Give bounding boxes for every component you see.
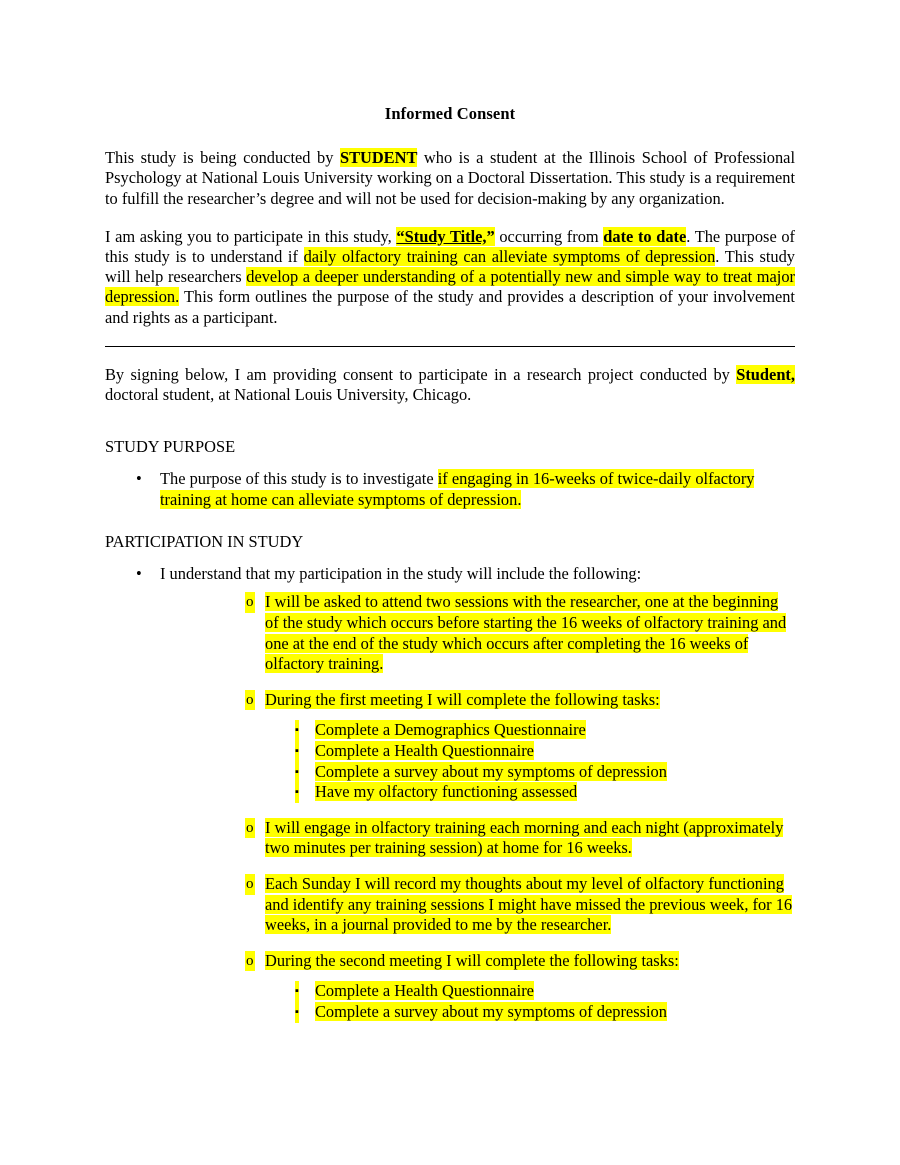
consent-text-part1: By signing below, I am providing consent to participate in a research project conducted by [105, 364, 737, 384]
task-item-text: Complete a Health Questionnaire [315, 981, 534, 1001]
list-item [160, 874, 795, 936]
bullet-square-icon: ▪ [295, 782, 299, 803]
list-item [265, 720, 795, 741]
bullet-circle-icon: o [245, 592, 255, 613]
task-item-text: Have my olfactory functioning assessed [315, 782, 578, 802]
bullet-square-icon: ▪ [295, 741, 299, 762]
task-item-text: Complete a survey about my symptoms of depression [315, 1001, 667, 1021]
section-heading-study-purpose: STUDY PURPOSE [105, 437, 236, 457]
bullet-circle-icon: o [245, 874, 255, 895]
study-title-placeholder-highlight: “Study Title, [396, 226, 487, 246]
task-item-text: Complete a Demographics Questionnaire [315, 720, 586, 740]
bullet-disc-icon: • [136, 469, 142, 489]
task-sublist [265, 720, 795, 802]
intro-text-part1: This study is being conducted by [105, 148, 340, 168]
participation-item-text: I will engage in olfactory training each morning and each night (approximately two minutes per training session) at home for 16 weeks. [265, 817, 784, 858]
purpose-highlight-two: develop a deeper understanding of a potentially new and simple way to treat major depression. [105, 267, 796, 307]
participation-intro-text: I understand that my participation in the study will include the following: [160, 563, 642, 583]
participation-sublist [160, 592, 795, 1022]
bullet-square-icon: ▪ [295, 762, 299, 783]
participation-list [105, 564, 795, 1023]
list-item [160, 951, 795, 1023]
task-item-text: Complete a Health Questionnaire [315, 740, 534, 760]
purpose-text-part1: I am asking you to participate in this study, [105, 226, 397, 246]
list-item [265, 762, 795, 783]
bullet-square-icon: ▪ [295, 720, 299, 741]
list-item [160, 690, 795, 803]
list-item [265, 741, 795, 762]
document-content [105, 104, 795, 1034]
intro-paragraph [105, 148, 795, 209]
consent-paragraph [105, 365, 795, 405]
purpose-text-part4: . This study will help researchers [105, 246, 795, 287]
purpose-paragraph [105, 227, 795, 328]
list-item [105, 564, 795, 1023]
list-item [265, 1002, 795, 1023]
bullet-disc-icon: • [136, 563, 142, 583]
section-heading-participation: PARTICIPATION IN STUDY [105, 531, 304, 551]
list-item [160, 818, 795, 859]
study-title-quote-close: ” [486, 226, 495, 246]
task-sublist [265, 981, 795, 1022]
purpose-text-part3: . The purpose of this study is to understand if [105, 226, 795, 266]
section-divider [105, 346, 795, 347]
purpose-text-part2: occurring from [494, 226, 604, 246]
bullet-square-icon: ▪ [295, 981, 299, 1002]
study-purpose-plain-text: The purpose of this study is to investigate [160, 469, 438, 489]
purpose-text-part5: This form outlines the purpose of the study and provides a description of your involvement and rights as a participant. [105, 287, 795, 327]
participation-item-text: I will be asked to attend two sessions with the researcher, one at the beginning of the study which occurs before starting the 16 weeks of olfactory training and one at the end of the study which occurs after completing the 16 weeks of olfactory training. [265, 592, 787, 674]
list-item [105, 469, 795, 510]
study-purpose-list [105, 469, 795, 510]
student-name-placeholder-highlight: Student, [736, 364, 795, 384]
intro-text-part2: who is a student at the Illinois School of Professional Psychology at National Louis University working on a Doctoral Dissertation. This study is a requirement to fulfill the researcher’s degree and will not be used for decision-making by any organization. [105, 148, 795, 208]
list-item [265, 981, 795, 1002]
study-purpose-highlight-text: if engaging in 16-weeks of twice-daily olfactory training at home can alleviate symptoms of depression. [160, 469, 755, 509]
task-item-text: Complete a survey about my symptoms of depression [315, 761, 667, 781]
bullet-circle-icon: o [245, 690, 255, 711]
bullet-circle-icon: o [245, 951, 255, 972]
list-item [265, 782, 795, 803]
consent-text-part2: doctoral student, at National Louis University, Chicago. [105, 384, 472, 404]
page-title: Informed Consent [384, 104, 516, 123]
bullet-square-icon: ▪ [295, 1002, 299, 1023]
participation-item-text: During the first meeting I will complete the following tasks: [265, 689, 660, 709]
student-placeholder-highlight: STUDENT [339, 148, 418, 168]
purpose-highlight-one: daily olfactory training can alleviate symptoms of depression [303, 246, 716, 266]
date-placeholder-highlight: date to date [603, 226, 687, 246]
participation-item-text: During the second meeting I will complete the following tasks: [265, 950, 679, 970]
participation-item-text: Each Sunday I will record my thoughts about my level of olfactory functioning and identify any training sessions I might have missed the previous week, for 16 weeks, in a journal provided to me by the researcher. [265, 873, 793, 935]
list-item [160, 592, 795, 674]
bullet-circle-icon: o [245, 818, 255, 839]
